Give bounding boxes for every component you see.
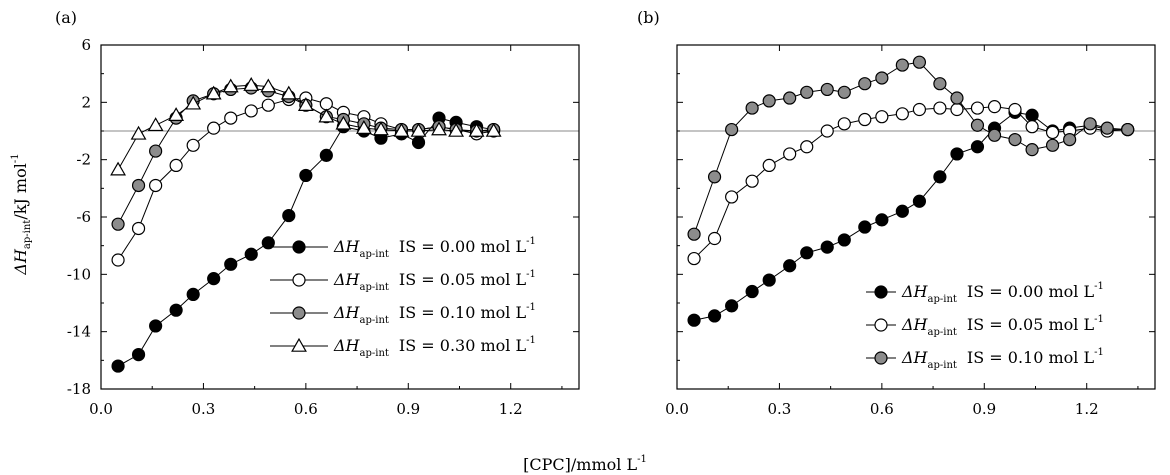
panel-b-xtick-label: 0.0: [665, 400, 689, 418]
panel-b-series-2-point: [859, 78, 871, 90]
panel-a-series-1-point: [112, 254, 124, 266]
panel-b-series-1-point: [746, 175, 758, 187]
panel-b-legend: [866, 281, 1104, 371]
panel-a-legend-sup-2: -1: [526, 302, 536, 313]
panel-a-legend-marker-1: [293, 274, 305, 286]
panel-a-series-3-point: [111, 163, 125, 175]
panel-b-series-0-point: [951, 148, 963, 160]
x-axis-title-text: [CPC]/mmol L: [523, 455, 638, 474]
panel-b-series-2: [688, 56, 1134, 240]
panel-a-legend-text-0: IS = 0.00 mol L: [398, 237, 527, 256]
panel-a-series-0-point: [320, 149, 332, 161]
panel-b-series-2-point: [896, 59, 908, 71]
panel-b-series-0-point: [876, 214, 888, 226]
panel-b-series-0-point: [746, 286, 758, 298]
panel-b-series-1-point: [876, 111, 888, 123]
panel-a-series-1-point: [262, 99, 274, 111]
panel-a-series-0-point: [225, 258, 237, 270]
panel-a-legend-marker-3: [292, 339, 306, 351]
panel-a-ytick-label: 6: [81, 36, 91, 54]
panel-a-ytick-label: 2: [81, 93, 91, 112]
panel-b-series-2-point: [709, 171, 721, 183]
y-axis-title-subscript: ap-int: [22, 219, 33, 250]
panel-a-legend-sup-1: -1: [526, 269, 536, 280]
panel-a-ytick-label: -14: [66, 322, 91, 341]
panel-b-series-0-point: [763, 274, 775, 286]
panel-b-xtick-label: 0.9: [972, 400, 997, 418]
panel-b-series-1-point: [821, 125, 833, 137]
panel-b-xtick-label: 0.3: [767, 400, 792, 418]
panel-b-series-2-point: [1101, 122, 1113, 134]
panel-a-series-0-point: [170, 304, 182, 316]
panel-a-series-0-point: [112, 360, 124, 372]
panel-a-legend-symbol-0: ΔH: [334, 237, 360, 256]
panel-a-legend-sup-0: -1: [526, 236, 536, 247]
panel-a-series-3-point: [132, 127, 146, 139]
panel-b-series-2-point: [1047, 139, 1059, 151]
panel-a-series-2-point: [112, 218, 124, 230]
y-axis-title: [10, 153, 33, 275]
panel-a-series-2-point: [133, 179, 145, 191]
panel-b-series-0-point: [688, 314, 700, 326]
panel-b-series-1-point: [934, 102, 946, 114]
panel-b-legend-text-2: IS = 0.10 mol L: [966, 348, 1095, 367]
panel-a-legend-symbol-3: ΔH: [334, 336, 360, 355]
panel-b-legend-text-0: IS = 0.00 mol L: [966, 282, 1095, 301]
panel-b-series-2-point: [1026, 144, 1038, 156]
y-axis-title-superscript: -1: [10, 153, 21, 164]
panel-b-series-1-point: [951, 104, 963, 116]
y-axis-title-unit: /kJ mol: [11, 163, 30, 220]
panel-a-series-0-point: [133, 349, 145, 361]
panel-b-legend-symbol-0: ΔH: [902, 282, 928, 301]
panel-a-legend-text-1: IS = 0.05 mol L: [398, 270, 527, 289]
panel-b-series-1-point: [859, 114, 871, 126]
panel-b: [665, 45, 1155, 418]
panel-a-legend-label-3: [333, 335, 536, 359]
panel-a-legend-text-2: IS = 0.10 mol L: [398, 303, 527, 322]
panel-a-legend: [270, 236, 536, 359]
panel-b-series-1-point: [688, 253, 700, 265]
panel-b-series-2-point: [951, 92, 963, 104]
panel-b-legend-marker-2: [875, 352, 887, 364]
panel-b-series-1-point: [801, 141, 813, 153]
panel-a: [67, 36, 579, 418]
panel-b-legend-sup-0: -1: [1094, 281, 1104, 292]
panel-b-series-0-point: [859, 221, 871, 233]
panel-b-series-2-point: [688, 228, 700, 240]
panel-a-legend-sub-0: ap-int: [359, 249, 389, 260]
panel-a-legend-marker-2: [293, 307, 305, 319]
panel-b-label: (b): [637, 8, 660, 27]
panel-a-series-0-point: [245, 248, 257, 260]
panel-b-series-2-point: [876, 72, 888, 84]
panel-a-series-0-point: [283, 210, 295, 222]
panel-a-series-1-point: [133, 222, 145, 234]
panel-a-xtick-label: 0.0: [89, 400, 113, 418]
panel-b-series-2-point: [801, 86, 813, 98]
panel-a-series-1-point: [245, 105, 257, 117]
y-axis-title-symbol: ΔH: [11, 249, 30, 275]
panel-b-legend-label-2: [901, 347, 1104, 371]
panel-b-legend-sub-2: ap-int: [927, 360, 957, 371]
panel-b-series-0-point: [971, 141, 983, 153]
panel-b-legend-text-1: IS = 0.05 mol L: [966, 315, 1095, 334]
panel-b-series-2-point: [989, 129, 1001, 141]
panel-b-series-2-point: [746, 102, 758, 114]
panel-a-legend-sub-1: ap-int: [359, 282, 389, 293]
panel-b-legend-marker-1: [875, 319, 887, 331]
panel-b-legend-label-0: [901, 281, 1104, 305]
panel-a-series-1-point: [320, 98, 332, 110]
panel-a-legend-sub-2: ap-int: [359, 315, 389, 326]
panel-a-series-3-point: [149, 118, 163, 130]
panel-a-xtick-label: 0.6: [293, 400, 318, 418]
panel-b-series-0-point: [896, 205, 908, 217]
panel-a-legend-text-3: IS = 0.30 mol L: [398, 336, 527, 355]
panel-b-series-2-point: [784, 92, 796, 104]
panel-a-series-0-point: [208, 273, 220, 285]
panel-b-xtick-label: 0.6: [869, 400, 894, 418]
panel-a-legend-symbol-2: ΔH: [334, 303, 360, 322]
panel-a-legend-marker-0: [293, 241, 305, 253]
panel-a-xtick-label: 0.3: [191, 400, 216, 418]
panel-a-legend-sup-3: -1: [526, 335, 536, 346]
panel-b-series-1-point: [913, 104, 925, 116]
panel-b-legend-marker-0: [875, 286, 887, 298]
panel-b-series-1-point: [784, 148, 796, 160]
panel-b-series-1-point: [1026, 121, 1038, 133]
panel-b-series-0-point: [821, 241, 833, 253]
panel-b-legend-symbol-2: ΔH: [902, 348, 928, 367]
panel-a-series-1-point: [170, 159, 182, 171]
panel-b-series-0-point: [913, 195, 925, 207]
panel-b-series-2-point: [1122, 124, 1134, 136]
panel-b-series-2-point: [934, 78, 946, 90]
panel-b-series-2-line: [694, 62, 1128, 234]
panel-a-ytick-label: -10: [66, 265, 91, 284]
panel-b-series-2-point: [913, 56, 925, 68]
panel-a-label: (a): [55, 8, 78, 27]
panel-b-series-1-point: [726, 191, 738, 203]
panel-b-series-1-point: [1009, 104, 1021, 116]
panel-b-series-1-point: [896, 108, 908, 120]
panel-b-legend-sup-1: -1: [1094, 314, 1104, 325]
panel-b-series-0-point: [801, 247, 813, 259]
panel-b-series-1-point: [1047, 126, 1059, 138]
panel-b-series-0-point: [838, 234, 850, 246]
panel-b-series-2-point: [763, 95, 775, 107]
panel-b-series-1-point: [989, 101, 1001, 113]
panel-a-legend-symbol-1: ΔH: [334, 270, 360, 289]
panel-a-legend-label-2: [333, 302, 536, 326]
panel-b-legend-label-1: [901, 314, 1104, 338]
panel-b-series-0-point: [784, 260, 796, 272]
panel-b-series-1-point: [709, 233, 721, 245]
panel-a-series-1-point: [150, 179, 162, 191]
panel-b-legend-symbol-1: ΔH: [902, 315, 928, 334]
panel-b-series-0-point: [1026, 109, 1038, 121]
panel-a-legend-label-0: [333, 236, 536, 260]
panel-a-series-1-point: [187, 139, 199, 151]
panel-a-series-0-point: [150, 320, 162, 332]
panel-a-ytick-label: -6: [76, 208, 91, 226]
panel-b-series-2-point: [838, 86, 850, 98]
x-axis-title: [523, 454, 647, 474]
panel-b-legend-sup-2: -1: [1094, 347, 1104, 358]
panel-b-legend-sub-0: ap-int: [927, 294, 957, 305]
panel-a-series-2-point: [150, 145, 162, 157]
panel-b-series-0-point: [934, 171, 946, 183]
panel-a-series-0-point: [187, 288, 199, 300]
panel-a-series-0-point: [413, 136, 425, 148]
panel-b-series-0-point: [726, 300, 738, 312]
panel-b-series-1-point: [763, 159, 775, 171]
panel-b-series-2-point: [1064, 134, 1076, 146]
panel-b-series-2-point: [726, 124, 738, 136]
x-axis-title-superscript: -1: [637, 454, 647, 465]
panel-a-series-0-point: [300, 169, 312, 181]
panel-b-series-1-point: [838, 118, 850, 130]
panel-b-series-2-point: [1009, 134, 1021, 146]
panel-b-legend-sub-1: ap-int: [927, 327, 957, 338]
panel-a-legend-sub-3: ap-int: [359, 348, 389, 359]
panel-a-legend-label-1: [333, 269, 536, 293]
panel-a-ytick-label: -18: [66, 380, 91, 398]
panel-b-series-0-point: [709, 310, 721, 322]
panel-b-series-2-point: [1084, 118, 1096, 130]
panel-a-xtick-label: 1.2: [498, 400, 523, 418]
panel-b-series-1: [688, 101, 1134, 265]
panel-a-series-1-point: [225, 112, 237, 124]
panel-a-ytick-label: -2: [76, 150, 91, 169]
panel-b-series-1-point: [971, 102, 983, 114]
panel-b-xtick-label: 1.2: [1074, 400, 1099, 418]
panel-b-series-2-point: [971, 119, 983, 131]
panel-b-series-2-point: [821, 83, 833, 95]
panel-a-series-1-point: [208, 122, 220, 134]
panel-a-xtick-label: 0.9: [396, 400, 421, 418]
panel-b-frame: [677, 45, 1155, 389]
